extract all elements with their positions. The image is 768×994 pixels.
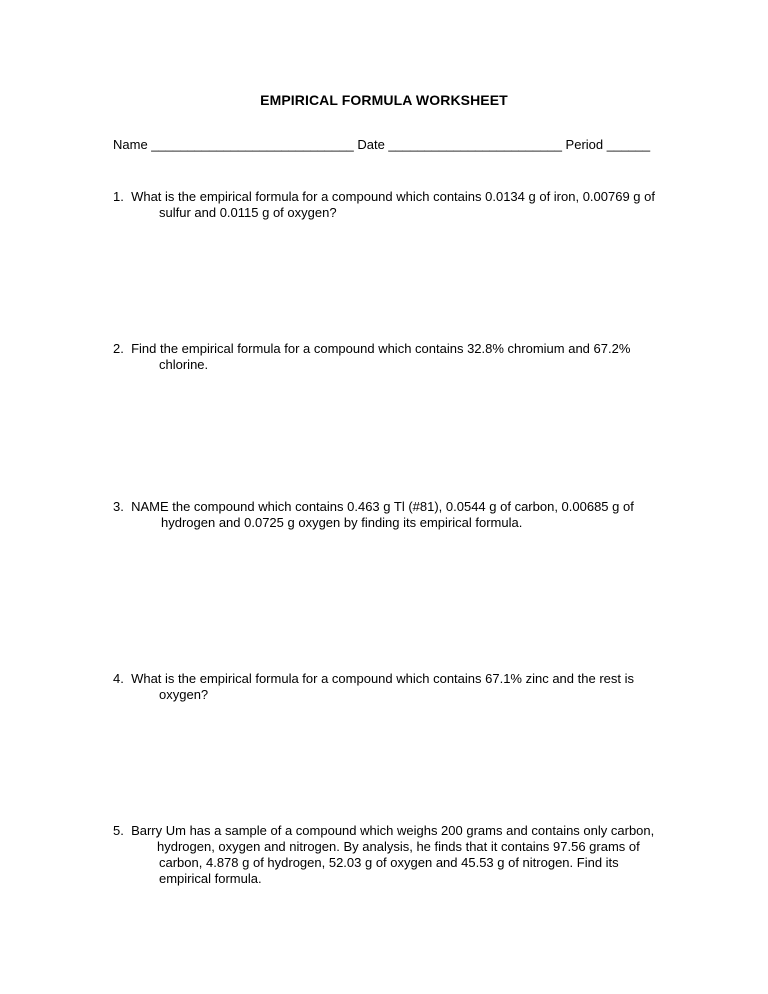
- question-continuation: chlorine.: [159, 357, 209, 372]
- question-continuation: oxygen?: [159, 687, 209, 702]
- question-number: 3.: [113, 499, 124, 514]
- question-text: NAME the compound which contains 0.463 g Tl (#81), 0.0544 g of carbon, 0.00685 g of: [131, 499, 634, 514]
- question-4-first-line: [113, 671, 634, 686]
- name-date-period-line: Name ____________________________ Date ________________________ Period ______: [113, 137, 651, 152]
- question-continuation: sulfur and 0.0115 g of oxygen?: [159, 205, 337, 220]
- question-text: Find the empirical formula for a compound which contains 32.8% chromium and 67.2%: [131, 341, 631, 356]
- question-2: [113, 341, 673, 373]
- question-number: 4.: [113, 671, 124, 686]
- question-number: 5.: [113, 823, 124, 838]
- question-continuation: hydrogen, oxygen and nitrogen. By analysis, he finds that it contains 97.56 grams of: [157, 839, 640, 854]
- question-3-first-line: [113, 499, 634, 514]
- question-5: [113, 823, 673, 887]
- worksheet-title: EMPIRICAL FORMULA WORKSHEET: [260, 92, 508, 108]
- question-text: Barry Um has a sample of a compound which weighs 200 grams and contains only carbon,: [131, 823, 655, 838]
- question-text: What is the empirical formula for a compound which contains 67.1% zinc and the rest is: [131, 671, 634, 686]
- question-continuation: hydrogen and 0.0725 g oxygen by finding its empirical formula.: [161, 515, 523, 530]
- question-number: 1.: [113, 189, 124, 204]
- question-number: 2.: [113, 341, 124, 356]
- question-1: [113, 189, 673, 221]
- question-2-first-line: [113, 341, 630, 356]
- question-4: [113, 671, 673, 703]
- question-5-first-line: [113, 823, 654, 838]
- question-1-first-line: [113, 189, 655, 204]
- question-3: [113, 499, 673, 531]
- question-text: What is the empirical formula for a compound which contains 0.0134 g of iron, 0.00769 g of: [131, 189, 655, 204]
- question-continuation: carbon, 4.878 g of hydrogen, 52.03 g of oxygen and 45.53 g of nitrogen. Find its: [159, 855, 619, 870]
- question-continuation: empirical formula.: [159, 871, 262, 886]
